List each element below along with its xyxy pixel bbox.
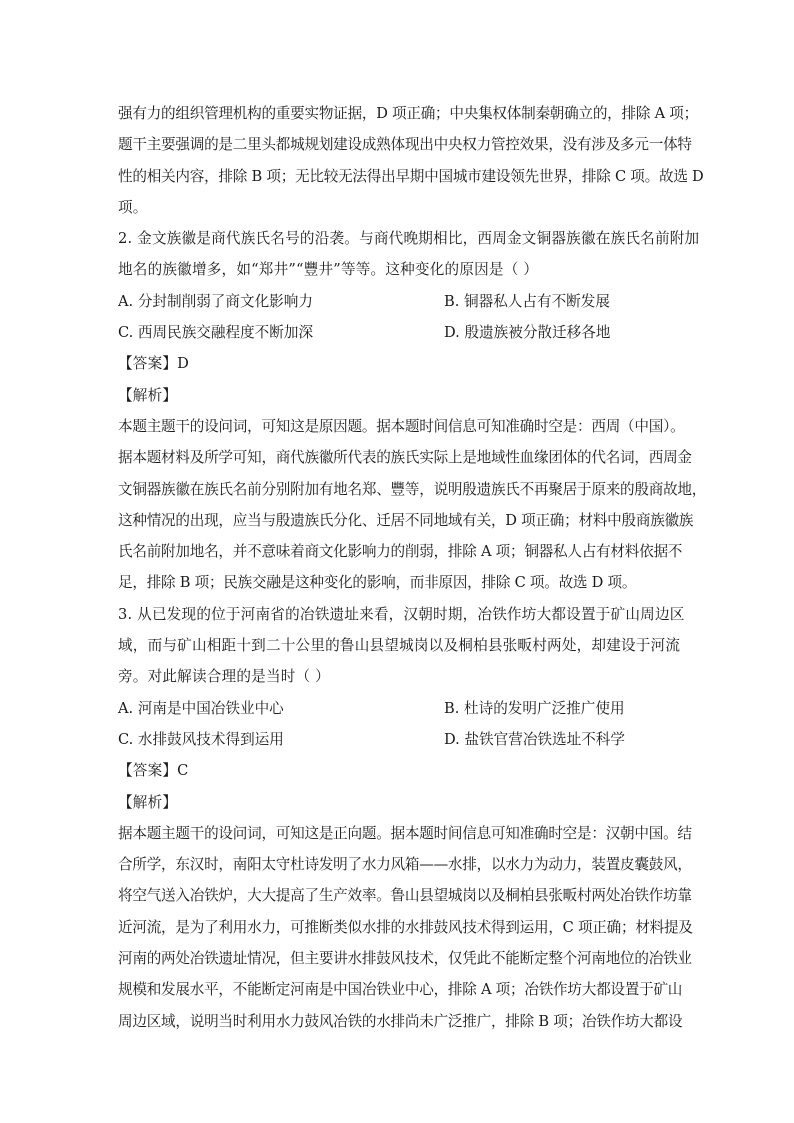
q2-stem-line-1: 2. 金文族徽是商代族氏名号的沿袭。与商代晚期相比，西周金文铜器族徽在族氏名前附加 (118, 230, 700, 248)
q3-analysis-line-1: 据本题主题干的设问词，可知这是正向题。据本题时间信息可知准确时空是：汉朝中国。结 (118, 824, 692, 842)
q2-analysis-line-6: 足，排除 B 项；民族交融是这种变化的影响，而非原因，排除 C 项。故选 D 项。 (118, 574, 637, 592)
q3-option-d: D. 盐铁官营冶铁选址不科学 (444, 730, 625, 748)
q2-options-row-2 (118, 317, 678, 348)
page-content (118, 98, 707, 1037)
q2-option-d: D. 殷遗族被分散迁移各地 (444, 324, 611, 342)
q2-analysis-label: 【解析】 (118, 386, 178, 404)
q3-option-a: A. 河南是中国冶铁业中心 (118, 699, 284, 717)
q3-options-row-2 (118, 724, 678, 755)
q2-analysis-line-1: 本题主题干的设问词，可知这是原因题。据本题时间信息可知准确时空是：西周（中国）。 (118, 417, 685, 435)
q2-analysis-line-3: 文铜器族徽在族氏名前分别附加有地名郑、豐等，说明殷遗族氏不再聚居于原来的殷商故地， (118, 480, 707, 498)
q2-analysis-line-4: 这种情况的出现，应当与殷遗族氏分化、迁居不同地域有关，D 项正确；材料中殷商族徽族 (118, 511, 694, 529)
q2-option-a: A. 分封制削弱了商文化影响力 (118, 292, 313, 310)
q2-analysis-line-5: 氏名前附加地名，并不意味着商文化影响力的削弱，排除 A 项；铜器私人占有材料依据不 (118, 543, 683, 561)
q3-stem-line-3: 旁。对此解读合理的是当时（ ） (118, 668, 330, 686)
q3-analysis-line-4: 近河流，是为了利用水力，可推断类似水排的水排鼓风技术得到运用，C 项正确；材料提及 (118, 918, 693, 936)
q3-analysis-line-2: 合所学，东汉时，南阳太守杜诗发明了水力风箱——水排，以水力为动力，装置皮囊鼓风， (118, 856, 692, 874)
q2-answer: 【答案】D (118, 355, 190, 373)
q3-option-c: C. 水排鼓风技术得到运用 (118, 730, 284, 748)
q3-stem-line-1: 3. 从已发现的位于河南省的冶铁遗址来看，汉朝时期，冶铁作坊大都设置于矿山周边区 (118, 605, 685, 623)
intro-line-4: 项。 (118, 198, 148, 216)
q2-option-c: C. 西周民族交融程度不断加深 (118, 324, 314, 342)
q3-stem-line-2: 域，而与矿山相距十到二十公里的鲁山县望城岗以及桐柏县张畈村两处，却建设于河流 (118, 637, 681, 655)
intro-line-3: 性的相关内容，排除 B 项；无比较无法得出早期中国城市建设领先世界，排除 C 项。故选 D (118, 167, 704, 185)
q3-analysis-line-7: 周边区域，说明当时利用水力鼓风冶铁的水排尚未广泛推广，排除 B 项；冶铁作坊大都设 (118, 1012, 683, 1030)
q2-options-row-1 (118, 286, 678, 317)
q3-analysis-line-6: 规模和发展水平，不能断定河南是中国冶铁业中心，排除 A 项；冶铁作坊大都设置于矿山 (118, 981, 683, 999)
q3-analysis-label: 【解析】 (118, 793, 178, 811)
q3-analysis-line-3: 将空气送入冶铁炉，大大提高了生产效率。鲁山县望城岗以及桐柏县张畈村两处冶铁作坊靠 (118, 887, 692, 905)
q3-option-b: B. 杜诗的发明广泛推广使用 (444, 699, 625, 717)
intro-line-1: 强有力的组织管理机构的重要实物证据，D 项正确；中央集权体制秦朝确立的，排除 A 项； (118, 105, 698, 122)
q2-stem-line-2: 地名的族徽增多，如“郑井”“豐井”等等。这种变化的原因是（ ） (118, 261, 539, 279)
intro-line-2: 题干主要强调的是二里头都城规划建设成熟体现出中央权力管控效果，没有涉及多元一体特 (118, 136, 692, 154)
q3-options-row-1 (118, 693, 678, 724)
q2-option-b: B. 铜器私人占有不断发展 (444, 292, 610, 310)
q3-answer: 【答案】C (118, 762, 189, 780)
q2-analysis-line-2: 据本题材料及所学可知，商代族徽所代表的族氏实际上是地域性血缘团体的代名词，西周金 (118, 449, 692, 467)
q3-analysis-line-5: 河南的两处冶铁遗址情况，但主要讲水排鼓风技术，仅凭此不能断定整个河南地位的冶铁业 (118, 950, 692, 968)
